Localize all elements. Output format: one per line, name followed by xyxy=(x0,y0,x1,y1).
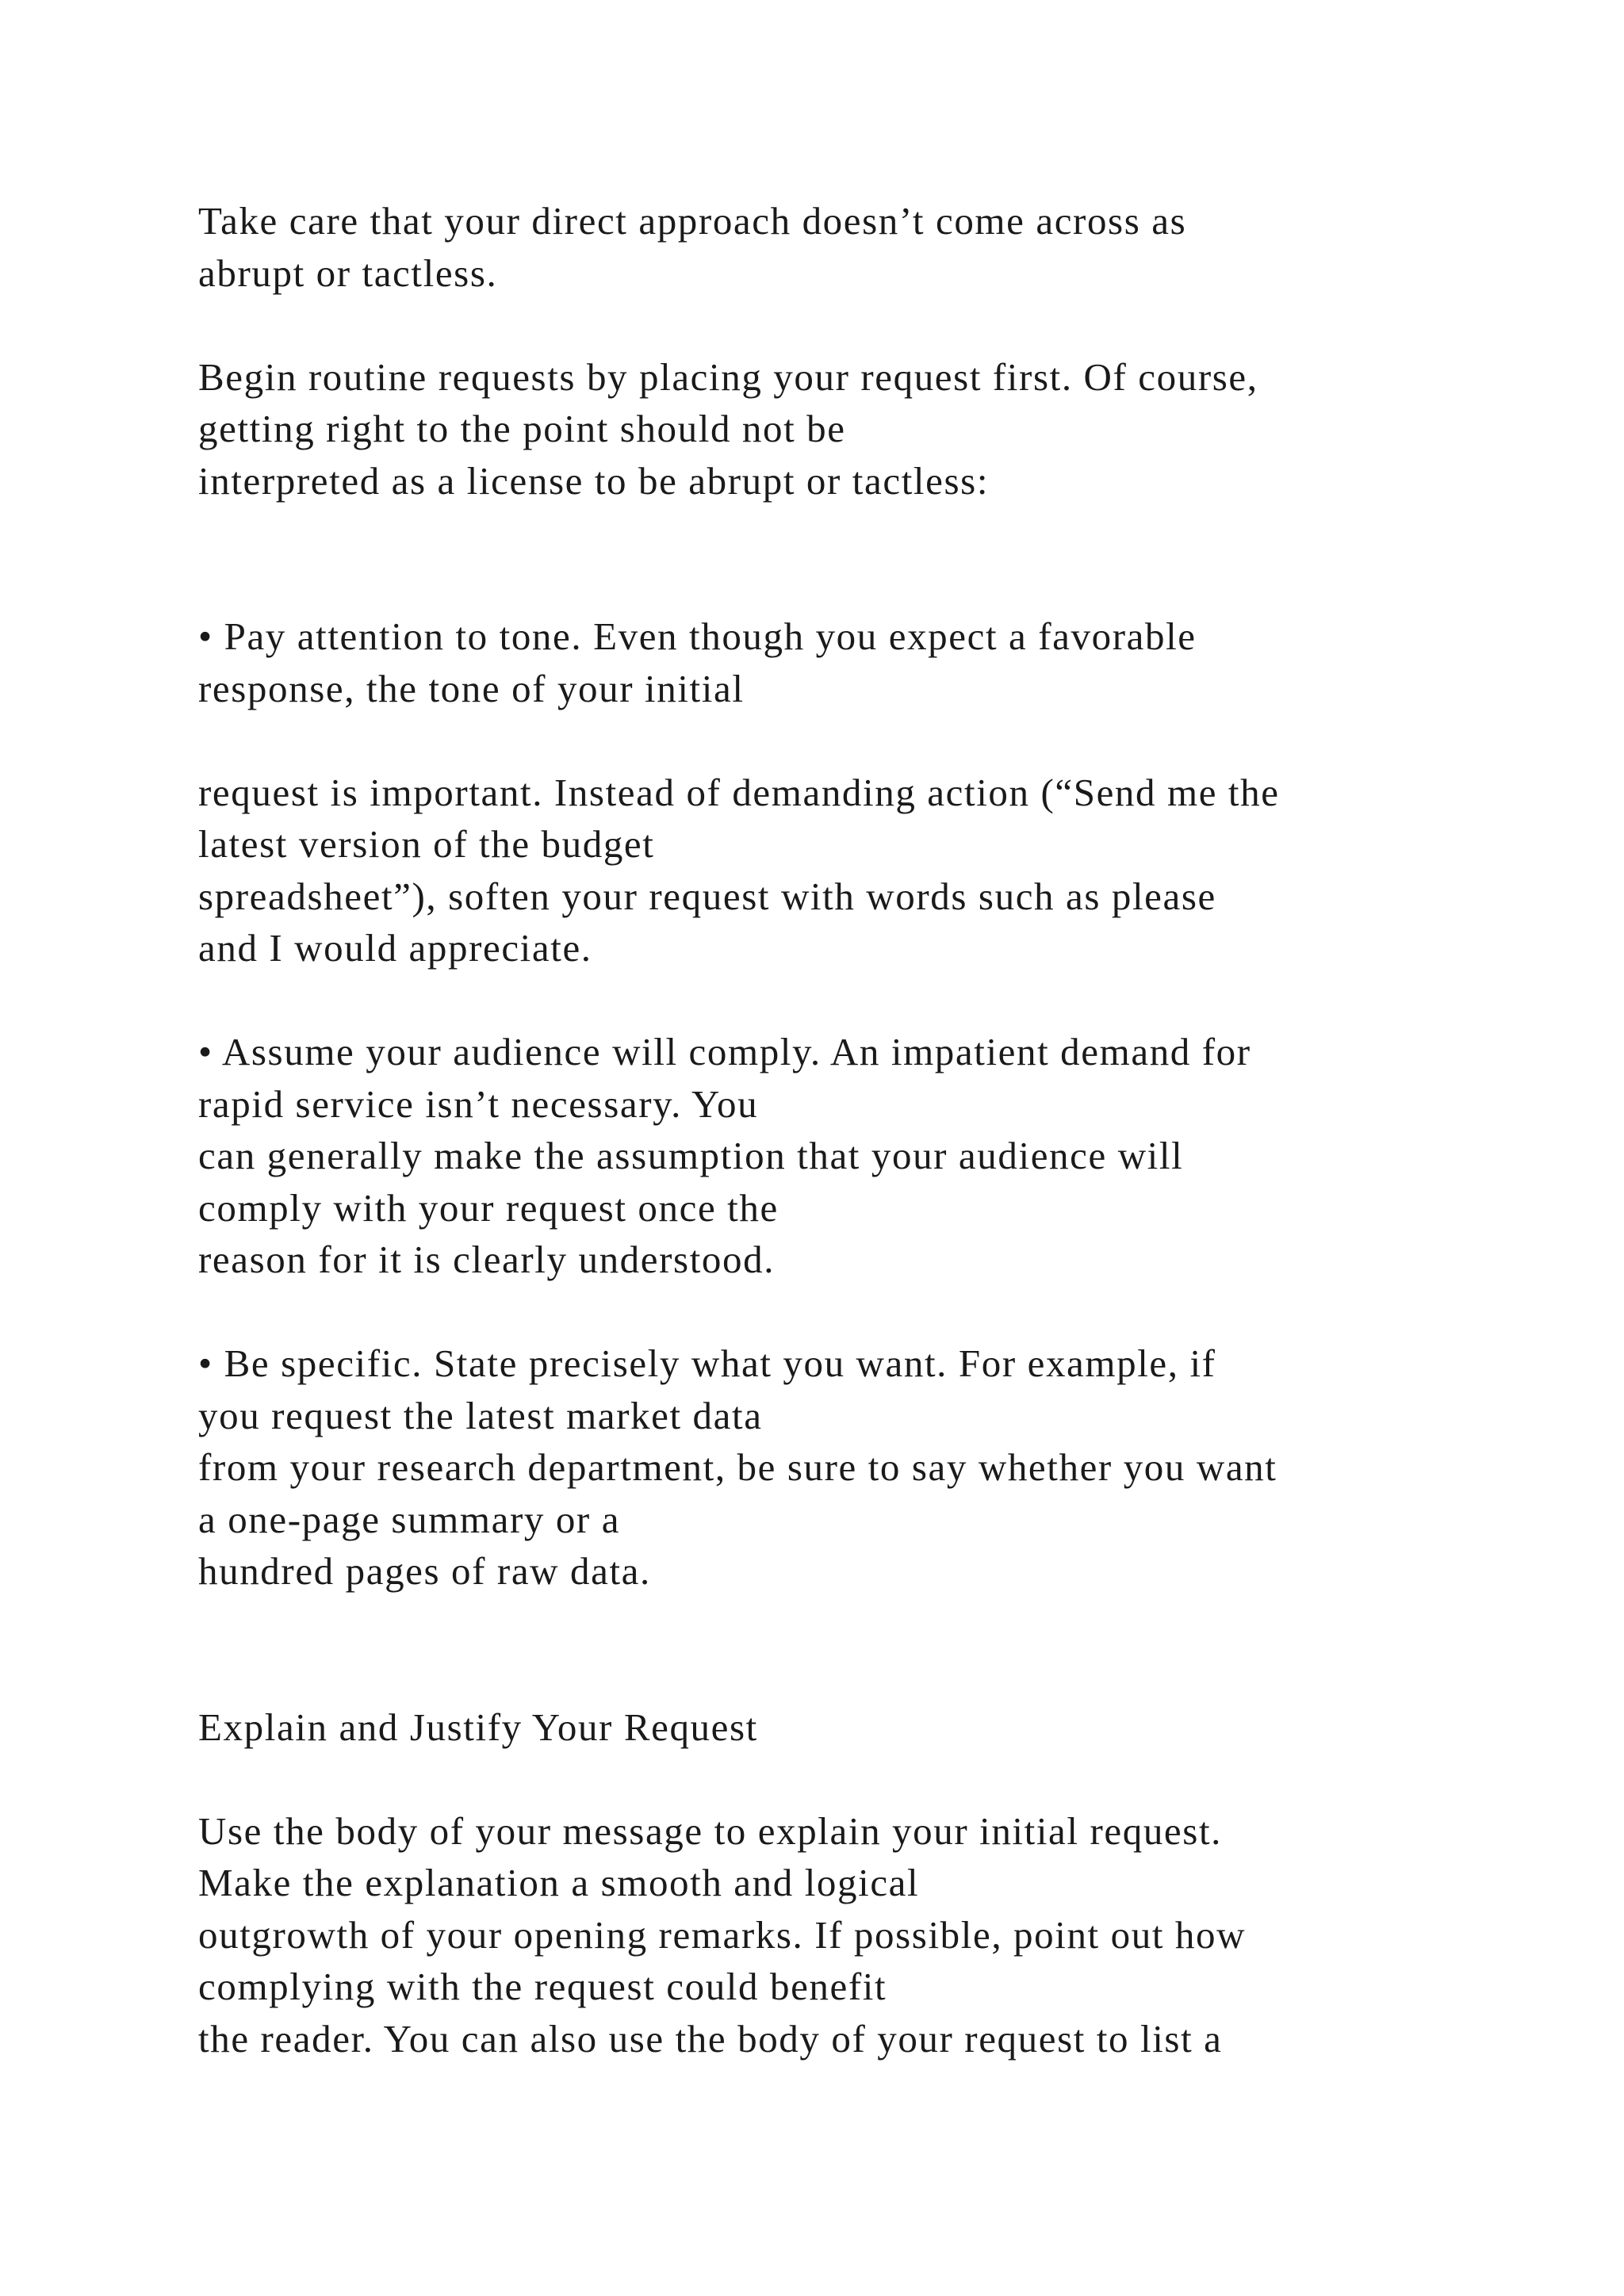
text-line: a one-page summary or a xyxy=(198,1497,621,1541)
text-line: Begin routine requests by placing your request first. Of course, xyxy=(198,354,1258,399)
text-line: request is important. Instead of demanding action (“Send me the xyxy=(198,770,1280,814)
text-line: Make the explanation a smooth and logical xyxy=(198,1861,920,1904)
text-line: latest version of the budget xyxy=(198,822,655,866)
blank-line xyxy=(198,1649,1546,1701)
text-line: spreadsheet”), soften your request with words such as please xyxy=(198,874,1216,918)
text-line: from your research department, be sure to say whether you want xyxy=(198,1445,1277,1489)
text-line: response, the tone of your initial xyxy=(198,666,745,710)
text-line: you request the latest market data xyxy=(198,1393,763,1437)
bullet-line: • Assume your audience will comply. An impatient demand for xyxy=(198,1030,1251,1073)
document-body xyxy=(198,195,1546,2064)
text-line: complying with the request could benefit xyxy=(198,1965,887,2008)
text-line: rapid service isn’t necessary. You xyxy=(198,1081,759,1126)
text-line: the reader. You can also use the body of your request to list a xyxy=(198,2016,1223,2061)
text-line: hundred pages of raw data. xyxy=(198,1549,651,1593)
text-line: interpreted as a license to be abrupt or tactless: xyxy=(198,458,990,503)
text-line: Take care that your direct approach doesn’t come across as xyxy=(198,199,1187,243)
bullet-line: • Pay attention to tone. Even though you expect a favorable xyxy=(198,614,1197,658)
text-line: getting right to the point should not be xyxy=(198,407,846,450)
text-line: Use the body of your message to explain your initial request. xyxy=(198,1808,1223,1853)
blank-line xyxy=(198,1598,1546,1650)
text-line: abrupt or tactless. xyxy=(198,251,498,295)
blank-line xyxy=(198,299,1546,351)
bullet-line: • Be specific. State precisely what you want. For example, if xyxy=(198,1341,1216,1385)
blank-line xyxy=(198,507,1546,559)
text-line: reason for it is clearly understood. xyxy=(198,1238,776,1281)
text-line: and I would appreciate. xyxy=(198,926,592,970)
blank-line xyxy=(198,1753,1546,1805)
section-heading: Explain and Justify Your Request xyxy=(198,1705,758,1749)
blank-line xyxy=(198,559,1546,611)
text-line: can generally make the assumption that your audience will xyxy=(198,1134,1184,1177)
text-line: outgrowth of your opening remarks. If possible, point out how xyxy=(198,1912,1247,1957)
blank-line xyxy=(198,1286,1546,1338)
blank-line xyxy=(198,714,1546,767)
text-line: comply with your request once the xyxy=(198,1185,779,1230)
blank-line xyxy=(198,974,1546,1027)
